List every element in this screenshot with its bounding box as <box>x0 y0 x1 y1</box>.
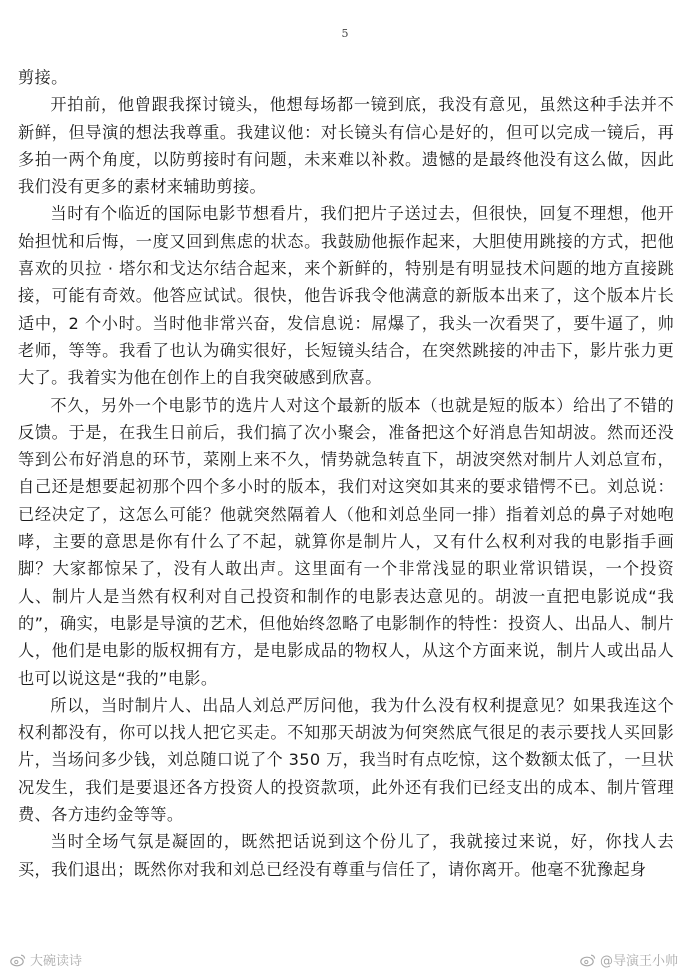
watermark-left <box>10 950 82 969</box>
weibo-icon <box>10 953 26 967</box>
watermark-right-text: @导演王小帅 <box>599 954 678 969</box>
paragraph-3: 当时有个临近的国际电影节想看片，我们把片子送过去，但很快，回复不理想，他开始担忧和后悔，一度又回到焦虑的状态。我鼓励他振作起来，大胆使用跳接的方式，把他喜欢的贝拉 · 塔尔和戈达尔结合起来，来个新鲜的，特别是有明显技术问题的地方直接跳接，可能有奇效。他答应试试。很快，他告诉我令他满意的新版本出来了，这个版本片长适中，2 个小时。当时他非常兴奋，发信息说：屌爆了，我头一次看哭了，要牛逼了，帅老师，等等。我看了也认为确实很好，长短镜头结合，在突然跳接的冲击下，影片张力更大了。我着实为他在创作上的自我突破感到欣喜。 <box>18 204 674 388</box>
paragraph-2: 开拍前，他曾跟我探讨镜头，他想每场都一镜到底，我没有意见，虽然这种手法并不新鲜，但导演的想法我尊重。我建议他：对长镜头有信心是好的，但可以完成一镜后，再多拍一两个角度，以防剪接时有问题，未来难以补救。遗憾的是最终他没有这么做，因此我们没有更多的素材来辅助剪接。 <box>18 95 674 197</box>
page-number: 5 <box>341 27 349 40</box>
document-body <box>18 64 674 883</box>
watermark-left-text: 大碗读诗 <box>30 954 83 969</box>
watermark-right <box>580 950 678 969</box>
paragraph-1: 剪接。 <box>18 68 68 87</box>
paragraph-4: 不久，另外一个电影节的选片人对这个最新的版本（也就是短的版本）给出了不错的反馈。于是，在我生日前后，我们搞了次小聚会，准备把这个好消息告知胡波。然而还没等到公布好消息的环节，菜刚上来不久，情势就急转直下，胡波突然对制片人刘总宣布，自己还是想要起初那个四个多小时的版本，我们对这突如其来的要求错愕不已。刘总说：已经决定了，这怎么可能？他就突然隔着人（他和刘总坐同一排）指着刘总的鼻子对她咆哮，主要的意思是你有什么了不起，就算你是制片人，又有什么权利对我的电影指手画脚？大家都惊呆了，没有人敢出声。这里面有一个非常浅显的职业常识错误，一个投资人、制片人是当然有权利对自己投资和制作的电影表达意见的。胡波一直把电影说成“我的”，确实，电影是导演的艺术，但他始终忽略了电影制作的特性：投资人、出品人、制片人，他们是电影的版权拥有方，是电影成品的物权人，从这个方面来说，制片人或出品人也可以说这是“我的”电影。 <box>18 395 674 688</box>
weibo-icon <box>580 953 596 967</box>
paragraph-5: 所以，当时制片人、出品人刘总严厉问他，我为什么没有权利提意见？如果我连这个权利都没有，你可以找人把它买走。不知那天胡波为何突然底气很足的表示要找人买回影片，当场问多少钱，刘总随口说了个 350 万，我当时有点吃惊，这个数额太低了，一旦状况发生，我们是要退还各方投资人的投资款项，此外还有我们已经支出的成本、制片管理费、各方违约金等等。 <box>18 695 674 825</box>
paragraph-6: 当时全场气氛是凝固的，既然把话说到这个份儿了，我就接过来说，好，你找人去买，我们退出；既然你对我和刘总已经没有尊重与信任了，请你离开。他毫不犹豫起身 <box>18 832 674 879</box>
